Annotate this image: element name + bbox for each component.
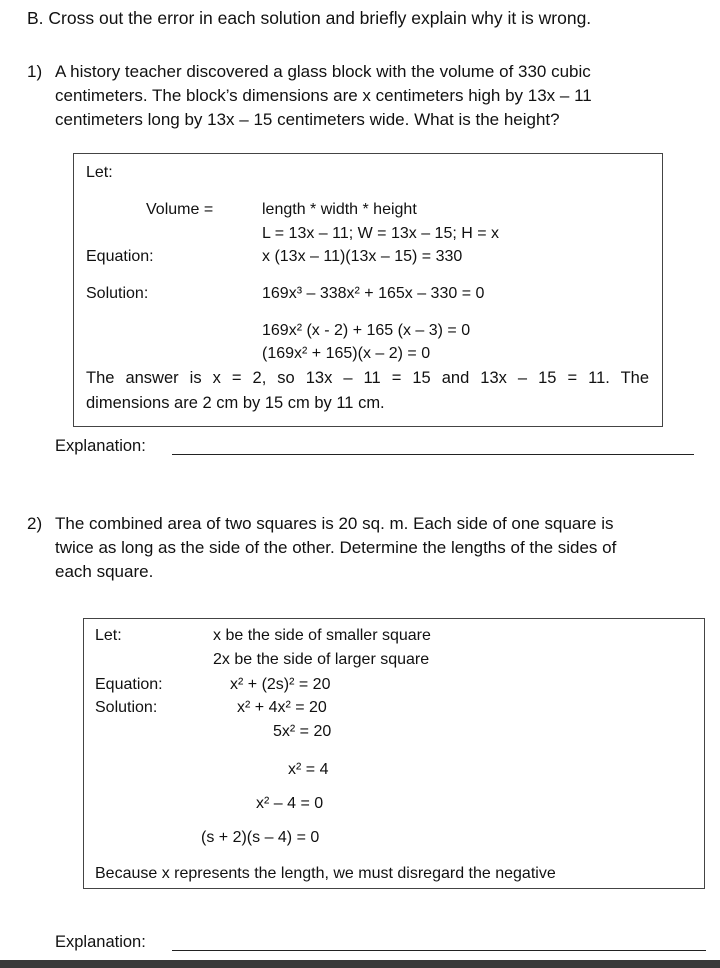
solution-step-4: x² – 4 = 0 (256, 795, 324, 812)
problem-1-number: 1) (27, 62, 43, 81)
equation: x (13x – 11)(13x – 15) = 330 (262, 248, 463, 265)
question-line: twice as long as the side of the other. Determine the lengths of the sides of (55, 538, 617, 557)
volume-definition: length * width * height (262, 201, 417, 218)
answer-line-2: dimensions are 2 cm by 15 cm by 11 cm. (86, 394, 385, 412)
equation-label: Equation: (86, 248, 154, 265)
solution-label: Solution: (86, 285, 149, 302)
solution-step-2: 169x² (x - 2) + 165 (x – 3) = 0 (262, 322, 471, 339)
problem-2-explanation-blank[interactable] (172, 950, 706, 951)
conclusion: Because x represents the length, we must disregard the negative (95, 865, 556, 882)
let-line-2: 2x be the side of larger square (213, 651, 430, 668)
problem-2-explanation-label: Explanation: (55, 933, 146, 951)
problem-1-explanation-blank[interactable] (172, 454, 694, 455)
problem-2-solution-box (83, 618, 705, 889)
solution-step-1: x² + 4x² = 20 (237, 699, 327, 716)
question-line: centimeters. The block’s dimensions are x centimeters high by 13x – 11 (55, 86, 592, 105)
solution-step-2: 5x² = 20 (273, 723, 332, 740)
problem-2-number: 2) (27, 514, 43, 533)
question-line: centimeters long by 13x – 15 centimeters wide. What is the height? (55, 110, 560, 129)
dimension-definitions: L = 13x – 11; W = 13x – 15; H = x (262, 225, 500, 242)
problem-1-solution-box (73, 153, 663, 427)
problem-1-question (55, 60, 710, 132)
solution-step-5: (s + 2)(s – 4) = 0 (201, 829, 320, 846)
problem-2-question (55, 512, 710, 584)
let-label: Let: (86, 164, 113, 181)
equation-label: Equation: (95, 676, 163, 693)
solution-step-1: 169x³ – 338x² + 165x – 330 = 0 (262, 285, 485, 302)
solution-step-3: (169x² + 165)(x – 2) = 0 (262, 345, 431, 362)
volume-label: Volume = (146, 201, 214, 218)
solution-label: Solution: (95, 699, 158, 716)
solution-step-3: x² = 4 (288, 761, 329, 778)
question-line: A history teacher discovered a glass block with the volume of 330 cubic (55, 62, 591, 81)
section-heading: B. Cross out the error in each solution and briefly explain why it is wrong. (27, 8, 592, 28)
let-label: Let: (95, 627, 122, 644)
let-line-1: x be the side of smaller square (213, 627, 431, 644)
problem-1-explanation-label: Explanation: (55, 437, 146, 455)
question-line: each square. (55, 562, 154, 581)
bottom-bar (0, 960, 720, 968)
question-line: The combined area of two squares is 20 sq. m. Each side of one square is (55, 514, 614, 533)
equation: x² + (2s)² = 20 (230, 676, 331, 693)
answer-line-1: The answer is x = 2, so 13x – 11 = 15 and 13x – 15 = 11. The (86, 369, 649, 387)
